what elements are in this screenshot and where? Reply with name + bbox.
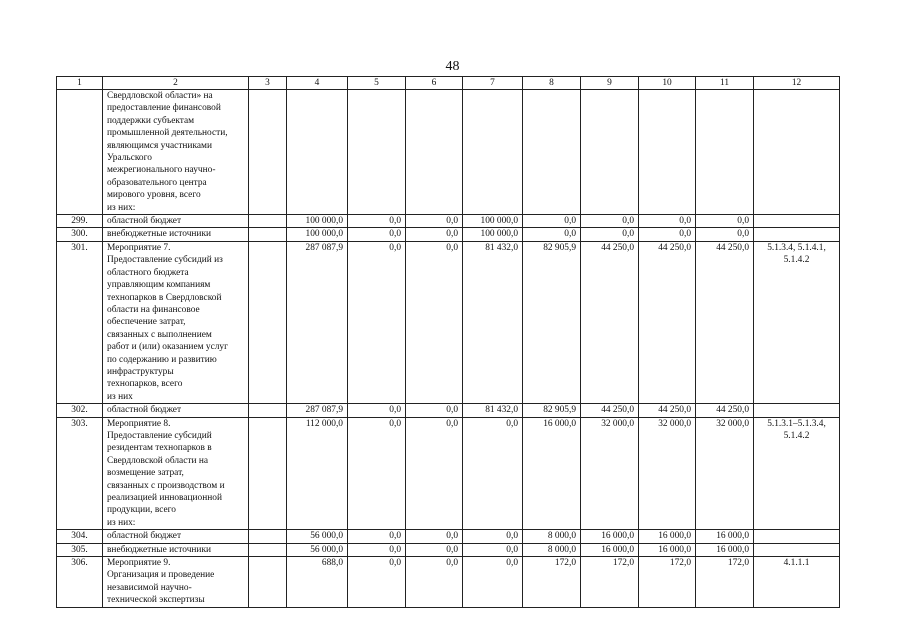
row-target-ref	[754, 90, 840, 215]
row-col6: 0,0	[406, 417, 463, 530]
row-col3	[249, 215, 287, 228]
row-total: 287 087,9	[287, 404, 348, 417]
row-col6: 0,0	[406, 404, 463, 417]
row-col6: 0,0	[406, 557, 463, 608]
row-col7: 100 000,0	[463, 228, 523, 241]
row-col11: 0,0	[696, 215, 754, 228]
table-row	[57, 530, 840, 543]
row-number: 304.	[57, 530, 103, 543]
row-target-ref	[754, 543, 840, 556]
table-row	[57, 557, 840, 608]
row-col8: 82 905,9	[523, 404, 581, 417]
row-description: внебюджетные источники	[103, 543, 249, 556]
row-total: 56 000,0	[287, 543, 348, 556]
row-col7: 0,0	[463, 543, 523, 556]
row-description: областной бюджет	[103, 215, 249, 228]
row-number: 301.	[57, 241, 103, 403]
row-col9	[581, 90, 639, 215]
row-col5: 0,0	[348, 241, 406, 403]
row-col9: 0,0	[581, 228, 639, 241]
row-col5: 0,0	[348, 530, 406, 543]
row-col11: 32 000,0	[696, 417, 754, 530]
row-col5: 0,0	[348, 215, 406, 228]
row-description: Мероприятие 9. Организация и проведение независимой научно- технической экспертизы	[103, 557, 249, 608]
row-col8: 0,0	[523, 228, 581, 241]
row-target-ref	[754, 215, 840, 228]
row-col7: 81 432,0	[463, 241, 523, 403]
row-col5: 0,0	[348, 557, 406, 608]
row-description: Мероприятие 8. Предоставление субсидий резидентам технопарков в Свердловской области на возмещение затрат, связанных с производством и реализацией инновационной продукции, всего из них:	[103, 417, 249, 530]
row-col11: 44 250,0	[696, 404, 754, 417]
row-col11: 172,0	[696, 557, 754, 608]
row-description: Мероприятие 7. Предоставление субсидий из областного бюджета управляющим компаниям технопарков в Свердловской области на финансовое обеспечение затрат, связанных с выполнением работ и (или) оказанием услуг по содержанию и развитию инфраструктуры технопарков, всего из них	[103, 241, 249, 403]
budget-table	[56, 76, 840, 608]
row-total: 100 000,0	[287, 228, 348, 241]
table-row	[57, 90, 840, 215]
row-col8: 8 000,0	[523, 543, 581, 556]
row-number	[57, 90, 103, 215]
row-description: областной бюджет	[103, 404, 249, 417]
row-description: Свердловской области» на предоставление финансовой поддержки субъектам промышленной деятельности, являющимся участниками Уральского межрегионального научно- образовательного центра мирового уровня, всего из них:	[103, 90, 249, 215]
row-col7: 0,0	[463, 530, 523, 543]
row-col10: 32 000,0	[639, 417, 696, 530]
row-total	[287, 90, 348, 215]
row-col5: 0,0	[348, 228, 406, 241]
column-header: 12	[754, 77, 840, 90]
row-col3	[249, 543, 287, 556]
row-col8	[523, 90, 581, 215]
column-header: 3	[249, 77, 287, 90]
row-col9: 44 250,0	[581, 241, 639, 403]
page-number: 48	[445, 59, 460, 74]
row-col10	[639, 90, 696, 215]
row-col10: 44 250,0	[639, 241, 696, 403]
row-col6: 0,0	[406, 241, 463, 403]
row-col5: 0,0	[348, 417, 406, 530]
row-col5: 0,0	[348, 543, 406, 556]
row-col8: 82 905,9	[523, 241, 581, 403]
row-col3	[249, 228, 287, 241]
row-col5: 0,0	[348, 404, 406, 417]
row-number: 305.	[57, 543, 103, 556]
column-header: 8	[523, 77, 581, 90]
row-description: внебюджетные источники	[103, 228, 249, 241]
row-col6: 0,0	[406, 215, 463, 228]
column-header: 2	[103, 77, 249, 90]
table-row	[57, 228, 840, 241]
row-col7: 100 000,0	[463, 215, 523, 228]
row-col9: 0,0	[581, 215, 639, 228]
row-target-ref	[754, 530, 840, 543]
column-header: 7	[463, 77, 523, 90]
column-header: 4	[287, 77, 348, 90]
row-col10: 172,0	[639, 557, 696, 608]
table-row	[57, 241, 840, 403]
row-col11: 0,0	[696, 228, 754, 241]
row-col9: 16 000,0	[581, 543, 639, 556]
row-col10: 16 000,0	[639, 543, 696, 556]
row-number: 302.	[57, 404, 103, 417]
row-number: 303.	[57, 417, 103, 530]
column-header: 10	[639, 77, 696, 90]
row-target-ref: 5.1.3.1–5.1.3.4, 5.1.4.2	[754, 417, 840, 530]
row-total: 56 000,0	[287, 530, 348, 543]
row-col7: 0,0	[463, 417, 523, 530]
table-row	[57, 417, 840, 530]
table-row	[57, 543, 840, 556]
row-col6: 0,0	[406, 530, 463, 543]
row-col10: 0,0	[639, 215, 696, 228]
table-row	[57, 404, 840, 417]
table-header-row	[57, 77, 840, 90]
column-header: 11	[696, 77, 754, 90]
row-col6: 0,0	[406, 228, 463, 241]
row-col3	[249, 404, 287, 417]
row-col10: 44 250,0	[639, 404, 696, 417]
row-number: 300.	[57, 228, 103, 241]
row-col3	[249, 241, 287, 403]
row-col10: 0,0	[639, 228, 696, 241]
row-col8: 0,0	[523, 215, 581, 228]
row-col11: 16 000,0	[696, 530, 754, 543]
row-col8: 8 000,0	[523, 530, 581, 543]
row-col3	[249, 530, 287, 543]
row-col3	[249, 417, 287, 530]
row-col6	[406, 90, 463, 215]
table-row	[57, 215, 840, 228]
row-col8: 172,0	[523, 557, 581, 608]
column-header: 9	[581, 77, 639, 90]
row-total: 688,0	[287, 557, 348, 608]
row-description: областной бюджет	[103, 530, 249, 543]
row-col9: 32 000,0	[581, 417, 639, 530]
row-col6: 0,0	[406, 543, 463, 556]
row-col7	[463, 90, 523, 215]
row-total: 100 000,0	[287, 215, 348, 228]
row-col3	[249, 90, 287, 215]
row-col8: 16 000,0	[523, 417, 581, 530]
row-col10: 16 000,0	[639, 530, 696, 543]
column-header: 5	[348, 77, 406, 90]
row-col7: 0,0	[463, 557, 523, 608]
column-header: 6	[406, 77, 463, 90]
row-total: 287 087,9	[287, 241, 348, 403]
row-col9: 172,0	[581, 557, 639, 608]
row-col9: 44 250,0	[581, 404, 639, 417]
row-target-ref: 4.1.1.1	[754, 557, 840, 608]
row-col9: 16 000,0	[581, 530, 639, 543]
row-target-ref	[754, 404, 840, 417]
row-col11: 16 000,0	[696, 543, 754, 556]
row-col3	[249, 557, 287, 608]
row-number: 306.	[57, 557, 103, 608]
row-number: 299.	[57, 215, 103, 228]
row-target-ref: 5.1.3.4, 5.1.4.1, 5.1.4.2	[754, 241, 840, 403]
row-total: 112 000,0	[287, 417, 348, 530]
row-col7: 81 432,0	[463, 404, 523, 417]
column-header: 1	[57, 77, 103, 90]
row-col5	[348, 90, 406, 215]
row-target-ref	[754, 228, 840, 241]
row-col11: 44 250,0	[696, 241, 754, 403]
row-col11	[696, 90, 754, 215]
